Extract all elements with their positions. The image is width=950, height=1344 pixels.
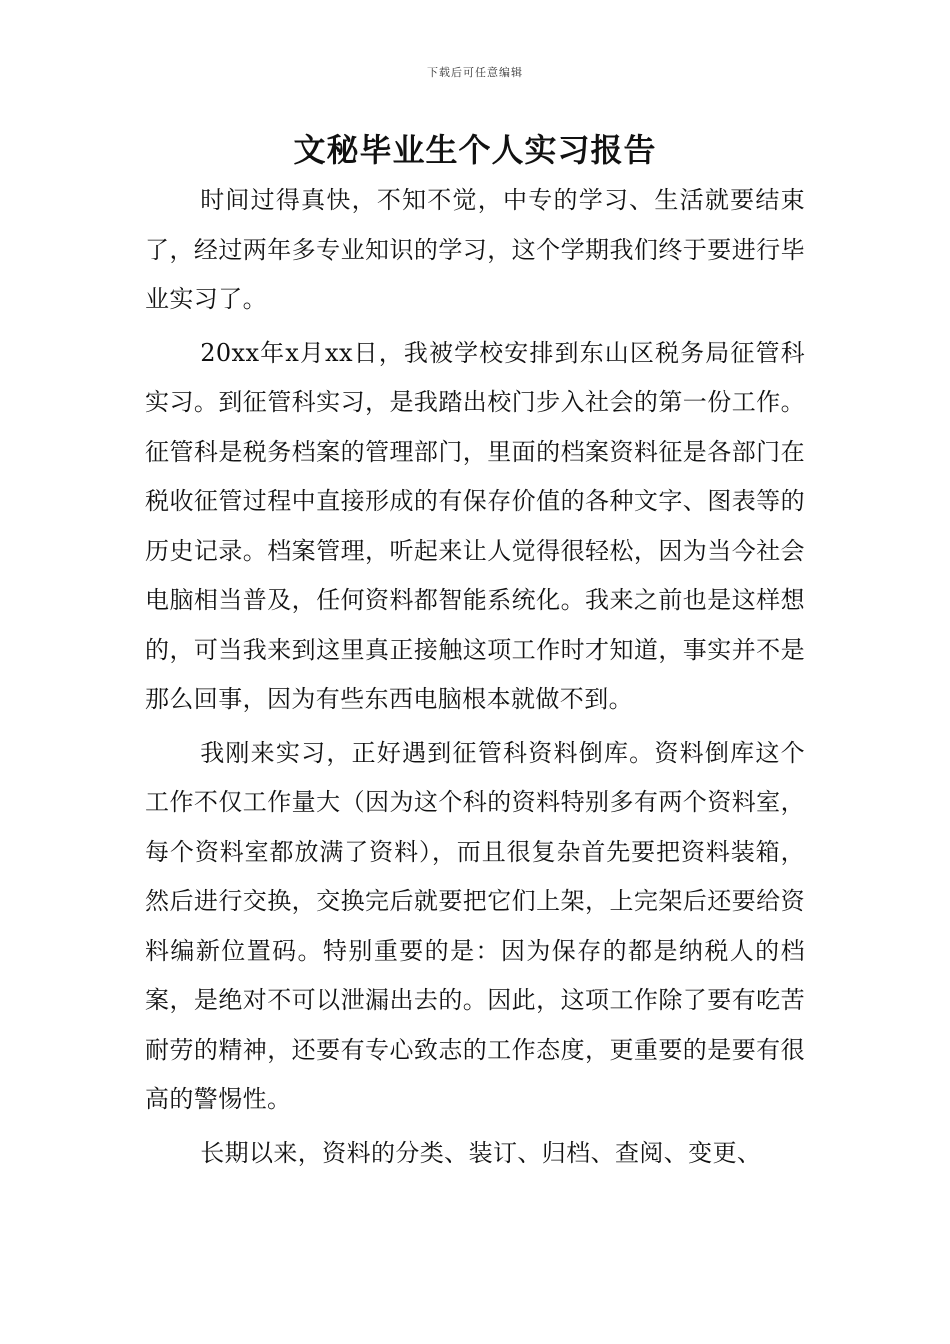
paragraph-1: 时间过得真快，不知不觉，中专的学习、生活就要结束了，经过两年多专业知识的学习，这个学期我们终于要进行毕业实习了。 bbox=[145, 186, 805, 313]
document-body bbox=[145, 176, 805, 1182]
paragraph-2: 20xx年x月xx日，我被学校安排到东山区税务局征管科实习。到征管科实习，是我踏出校门步入社会的第一份工作。征管科是税务档案的管理部门，里面的档案资料征是各部门在税收征管过程中直接形成的有保存价值的各种文字、图表等的历史记录。档案管理，听起来让人觉得很轻松，因为当今社会电脑相当普及，任何资料都智能系统化。我来之前也是这样想的，可当我来到这里真正接触这项工作时才知道，事实并不是那么回事，因为有些东西电脑根本就做不到。 bbox=[145, 338, 805, 713]
header-note: 下载后可任意编辑 bbox=[427, 66, 523, 79]
paragraph-3: 我刚来实习，正好遇到征管科资料倒库。资料倒库这个工作不仅工作量大（因为这个科的资料特别多有两个资料室，每个资料室都放满了资料），而且很复杂首先要把资料装箱，然后进行交换，交换完后就要把它们上架，上完架后还要给资料编新位置码。特别重要的是：因为保存的都是纳税人的档案，是绝对不可以泄漏出去的。因此，这项工作除了要有吃苦耐劳的精神，还要有专心致志的工作态度，更重要的是要有很高的警惕性。 bbox=[145, 738, 805, 1113]
document-title: 文秘毕业生个人实习报告 bbox=[293, 131, 657, 169]
paragraph-4: 长期以来，资料的分类、装订、归档、查阅、变更、 bbox=[200, 1138, 762, 1167]
